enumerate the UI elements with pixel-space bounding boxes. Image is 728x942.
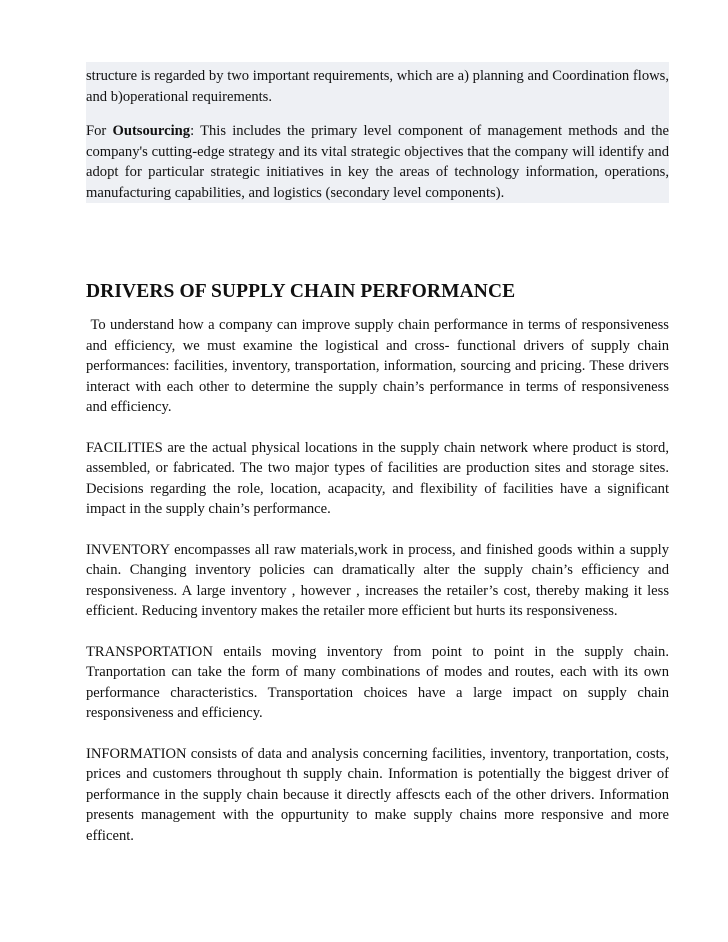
outsourcing-paragraph [86, 121, 669, 203]
paragraph-inventory: INVENTORY encompasses all raw materials,work in process, and finished goods within a supply chain. Changing inventory policies can dramatically alter the supply chain’s efficiency and responsiveness. A large inventory , however , increases the retailer’s cost, thereby making it less efficient. Reducing inventory makes the retailer more efficient but hurts its responsiveness. [86, 541, 669, 619]
section-body [86, 315, 673, 846]
paragraph-information: INFORMATION consists of data and analysis concerning facilities, inventory, tranportation, costs, prices and customers throughout th supply chain. Information is potentially the biggest driver of performance in the supply chain because it directly affescts each of the other drivers. Information presents management with the oppurtunity to make supply chains more responsive and more efficent. [86, 745, 669, 844]
outsourcing-term: Outsourcing [112, 123, 191, 139]
section-heading: DRIVERS OF SUPPLY CHAIN PERFORMANCE [86, 281, 516, 302]
intro-paragraph: structure is regarded by two important requirements, which are a) planning and Coordination flows, and b)operational requirements. [86, 68, 669, 105]
paragraph-overview: To understand how a company can improve supply chain performance in terms of responsiveness and efficiency, we must examine the logistical and cross- functional drivers of supply chain performances: facilities, inventory, transportation, information, sourcing and pricing. These drivers interact with each other to determine the supply chain’s performance in terms of responsiveness and efficiency. [86, 317, 673, 415]
document-page [86, 62, 673, 866]
outsourcing-prefix: For [86, 123, 113, 139]
highlighted-block [86, 62, 669, 203]
outsourcing-text: : This includes the primary level component of management methods and the company's cutting-edge strategy and its vital strategic objectives that the company will identify and adopt for particular strategic initiatives in key the areas of technology information, operations, manufacturing capabilities, and logistics (secondary level components). [86, 123, 669, 201]
paragraph-transportation: TRANSPORTATION entails moving inventory from point to point in the supply chain. Tranportation can take the form of many combinations of modes and routes, each with its own performance characteristics. Transportation choices have a large impact on supply chain responsiveness and efficiency. [86, 643, 669, 721]
paragraph-facilities: FACILITIES are the actual physical locations in the supply chain network where product is stord, assembled, or fabricated. The two major types of facilities are production sites and storage sites. Decisions regarding the role, location, acapacity, and flexibility of facilities have a significant impact in the supply chain’s performance. [86, 439, 669, 517]
